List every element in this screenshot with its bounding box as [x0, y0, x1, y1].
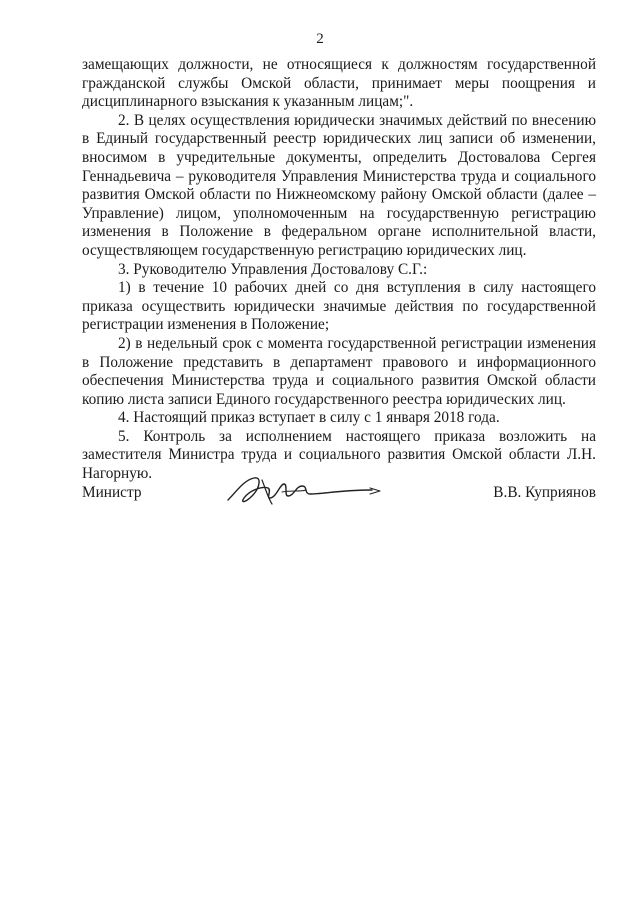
- paragraph-4: 1) в течение 10 рабочих дней со дня вступления в силу настоящего приказа осуществить юридически значимые действия по государственной регистрации изменения в Положение;: [82, 279, 596, 334]
- paragraph-3: 3. Руководителю Управления Достовалову С.Г.:: [118, 260, 428, 278]
- paragraph-6: 4. Настоящий приказ вступает в силу с 1 января 2018 года.: [118, 409, 500, 427]
- paragraph-1: замещающих должности, не относящиеся к должностям государственной гражданской службы Омской области, принимает меры поощрения и дисциплинарного взыскания к указанным лицам;".: [82, 56, 596, 111]
- signatory-name: В.В. Куприянов: [493, 484, 596, 501]
- signature-block: [82, 482, 596, 512]
- paragraph-5: 2) в недельный срок с момента государственной регистрации изменения в Положение представить в департамент правового и информационного обеспечения Министерства труда и социального развития Омской области копию листа записи Единого государственного реестра юридических лиц.: [82, 334, 596, 408]
- document-body: [82, 56, 596, 484]
- signatory-title: Министр: [82, 484, 142, 501]
- page-number: 2: [316, 31, 324, 47]
- paragraph-7: 5. Контроль за исполнением настоящего приказа возложить на заместителя Министра труда и социального развития Омской области Л.Н. Нагорную.: [82, 427, 596, 483]
- handwritten-signature: [222, 470, 392, 510]
- paragraph-2: 2. В целях осуществления юридически значимых действий по внесению в Единый государственный реестр юридических лиц записи об изменении, вносимом в учредительные документы, определить Достовалова Сергея Геннадьевича – руководителя Управления Министерства труда и социального развития Омской области по Нижнеомскому району Омской области (далее – Управление) лицом, уполномоченным на государственную регистрацию изменения в Положение в федеральном органе исполнительной власти, осуществляющем государственную регистрацию юридических лиц.: [82, 111, 596, 259]
